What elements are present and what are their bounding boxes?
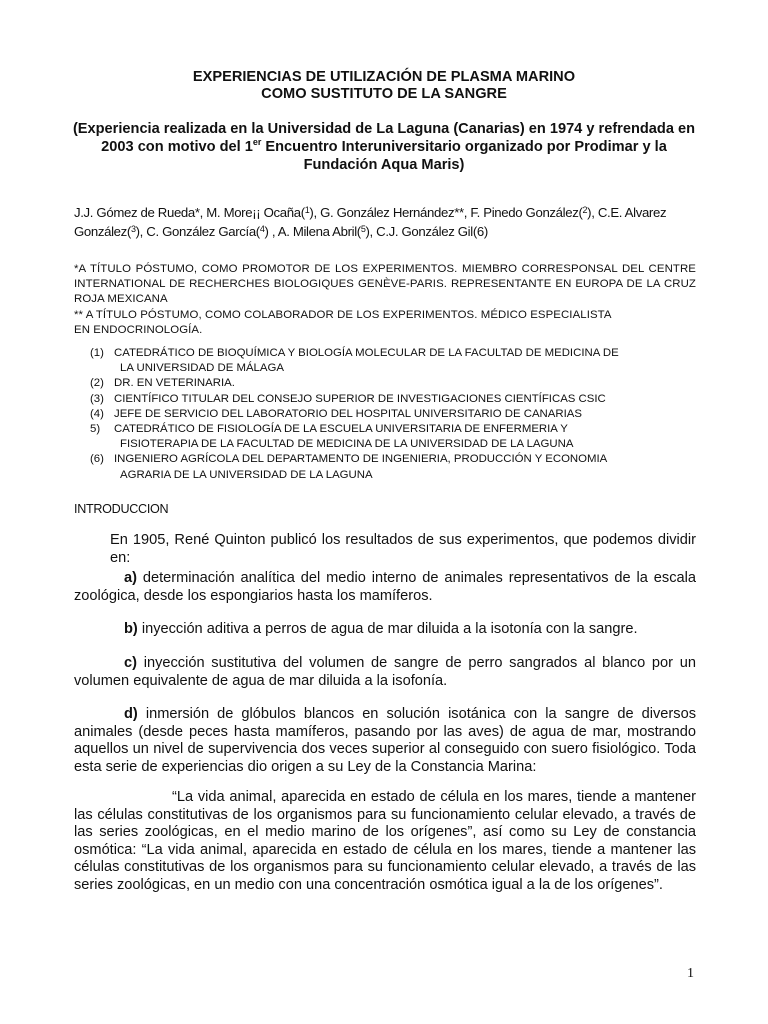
note-posthumous-promoter: *A TÍTULO PÓSTUMO, COMO PROMOTOR DE LOS EXPERIMENTOS. MIEMBRO CORRESPONSAL DEL CENTRE INTERNATIONAL DE RECHERCHES BIOLOGIQUES GENÈVE-PARIS. REPRESENTANTE EN EUROPA DE LA CRUZ ROJA MEXICANA — [74, 263, 696, 306]
affiliation-list — [90, 346, 696, 483]
affiliation-text — [114, 376, 696, 391]
experiment-c-paragraph — [74, 655, 696, 690]
page-number: 1 — [687, 966, 694, 981]
experiment-a-paragraph — [74, 570, 696, 605]
experiment-d-label: d) — [124, 706, 138, 722]
affiliation-number: (3) — [90, 392, 104, 405]
affiliation-line: CIENTÍFICO TITULAR DEL CONSEJO SUPERIOR DE INVESTIGACIONES CIENTÍFICAS CSIC — [114, 392, 606, 405]
subtitle-part-1: (Experiencia realizada en la Universidad de La Laguna (Canarias) en 1974 y refrendada en 2003 con motivo del 1 — [72, 121, 696, 155]
affiliation-line: JEFE DE SERVICIO DEL LABORATORIO DEL HOSPITAL UNIVERSITARIO DE CANARIAS — [114, 407, 582, 420]
affiliation-line: LA UNIVERSIDAD DE MÁLAGA — [120, 362, 284, 375]
experiment-d-text: inmersión de glóbulos blancos en solución isotánica con la sangre de diversos animales (desde peces hasta mamíferos, pasando por las aves) de agua de mar, mostrando aquellos un nivel de supervivencia dos veces superior al conseguido con suero fisiológico. Toda esta serie de experiencias dio origen a su Ley de la Constancia Marina: — [74, 706, 696, 775]
author-superscript: 1 — [304, 205, 310, 215]
affiliation-item — [90, 452, 696, 482]
affiliation-line: FISIOTERAPIA DE LA FACULTAD DE MEDICINA DE LA UNIVERSIDAD DE LA LAGUNA — [120, 438, 574, 451]
affiliation-text — [114, 392, 696, 407]
experiment-b-paragraph — [74, 621, 696, 639]
document-subtitle — [72, 120, 696, 174]
experiment-c-label: c) — [124, 655, 137, 671]
author-text: ), G. González Hernández**, F. Pinedo González( — [309, 205, 583, 220]
affiliation-line: CATEDRÁTICO DE FISIOLOGÍA DE LA ESCUELA UNIVERSITARIA DE ENFERMERIA Y — [114, 423, 568, 436]
affiliation-item — [90, 422, 696, 452]
affiliation-item — [90, 376, 696, 391]
experiment-b-label: b) — [124, 621, 138, 637]
experiment-c-text: inyección sustitutiva del volumen de sangre de perro sangrados al blanco por un volumen equivalente de agua de mar diluida a la isofonía. — [74, 655, 696, 689]
subtitle-superscript: er — [252, 137, 262, 147]
experiment-b-text: inyección aditiva a perros de agua de mar diluida a la isotonía con la sangre. — [137, 621, 638, 637]
affiliation-number: (1) — [90, 347, 104, 359]
author-text: ) , A. Milena Abril( — [264, 224, 361, 239]
author-superscript: 4 — [259, 224, 265, 234]
experiment-a-label: a) — [124, 570, 137, 586]
affiliation-line: CATEDRÁTICO DE BIOQUÍMICA Y BIOLOGÍA MOLECULAR DE LA FACULTAD DE MEDICINA DE — [114, 347, 619, 359]
document-title — [60, 69, 708, 103]
title-line-2: COMO SUSTITUTO DE LA SANGRE — [261, 86, 507, 102]
affiliation-item — [90, 346, 696, 376]
experiment-a-text: determinación analítica del medio interno de animales representativos de la escala zoológica, desde los espongiarios hasta los mamíferos. — [74, 570, 696, 604]
affiliation-number: (4) — [90, 407, 104, 420]
note-posthumous-collaborator-line-2: EN ENDOCRINOLOGÍA. — [74, 323, 203, 336]
affiliation-item — [90, 407, 696, 422]
title-line-1: EXPERIENCIAS DE UTILIZACIÓN DE PLASMA MARINO — [192, 69, 576, 85]
affiliation-line: DR. EN VETERINARIA. — [114, 377, 235, 390]
author-superscript: 3 — [130, 224, 136, 234]
affiliation-text — [114, 346, 696, 376]
experiment-d-paragraph — [74, 706, 696, 776]
affiliation-item — [90, 392, 696, 407]
quinton-law-quote: “La vida animal, aparecida en estado de célula en los mares, tiende a mantener las células constitutivas de los organismos para su funcionamiento celular elevado, a través de las series zoológicas, en el medio marino de los orígenes”, así como su Ley de constancia osmótica: “La vida animal, aparecida en estado de célula en los mares, tiende a mantener las células constitutivas de los organismos para su funcionamiento celular elevado, a través de las series zoológicas, en un medio con una concentración osmótica igual a la de los orígenes”. — [74, 789, 696, 893]
section-heading: INTRODUCCION — [74, 502, 169, 516]
intro-paragraph: En 1905, René Quinton publicó los resultados de sus experimentos, que podemos dividir en: — [110, 532, 696, 566]
author-superscript: 2 — [582, 205, 588, 215]
author-text: J.J. Gómez de Rueda*, M. More¡¡ Ocaña( — [74, 205, 305, 220]
author-text: ), C. González García( — [135, 224, 260, 239]
author-list — [74, 203, 698, 241]
affiliation-text — [114, 422, 696, 452]
author-notes — [74, 262, 696, 338]
affiliation-number: (6) — [90, 453, 104, 466]
affiliation-text — [114, 407, 696, 422]
affiliation-line: AGRARIA DE LA UNIVERSIDAD DE LA LAGUNA — [120, 468, 373, 481]
affiliation-number: 5) — [90, 423, 101, 436]
affiliation-line: INGENIERO AGRÍCOLA DEL DEPARTAMENTO DE INGENIERIA, PRODUCCIÓN Y ECONOMIA — [114, 453, 608, 466]
affiliation-number: (2) — [90, 377, 104, 390]
note-posthumous-collaborator-line-1: ** A TÍTULO PÓSTUMO, COMO COLABORADOR DE LOS EXPERIMENTOS. MÉDICO ESPECIALISTA — [74, 308, 612, 321]
subtitle-part-2: Encuentro Interuniversitario organizado por Prodimar y la Fundación Aqua Maris) — [261, 139, 667, 173]
affiliation-text — [114, 452, 696, 482]
author-superscript: 5 — [360, 224, 366, 234]
author-text: ), C.J. González Gil(6) — [365, 224, 488, 239]
author-text: ), C.E. Alvarez González( — [74, 205, 667, 239]
